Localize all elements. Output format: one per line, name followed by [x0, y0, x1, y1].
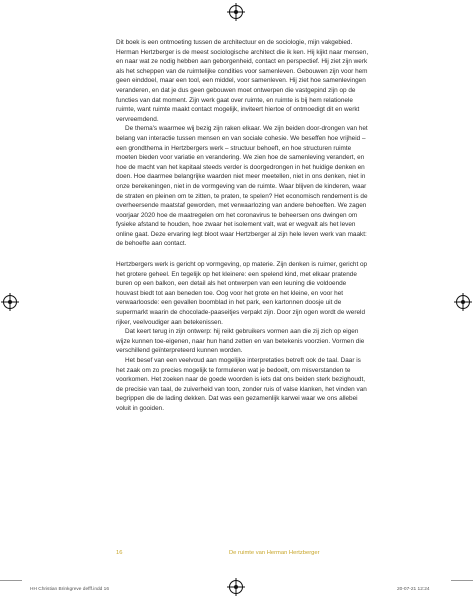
body-text	[116, 38, 369, 414]
paragraph-3: Hertzbergers werk is gericht op vormgeving, op materie. Zijn denken is ruimer, gericht op het grotere geheel. En tegelijk op het kleinere: een spelend kind, met elkaar pratende buren op een balkon, een detail als het ontwerpen van een leuning die voldoende houvast biedt tot aan beneden toe. Oog voor het grote en het kleine, en voor het verwaarloosde: een gevallen boomblad in het park, een kartonnen doosje uit de supermarkt waarin de chocolade-paaseitjes verpakt zijn. Door zijn ogen wordt de wereld rijker, veelvoudiger aan betekenissen.	[116, 261, 368, 326]
trim-line-right	[451, 580, 473, 581]
paragraph-1: Dit boek is een ontmoeting tussen de architectuur en de sociologie, mijn vakgebied. Herman Hertzberger is de meest sociologische architect die ik ken. Hij kijkt naar mensen, en naar wat ze nodig hebben aan geborgenheid, contact en perspectief. Hij ziet zijn werk als het scheppen van de ruimtelijke condities voor samenleven. Gebouwen zijn voor hem geen einddoel, maar een tool, een middel, voor samenleven. Hij ziet hoe samenlevingen veranderen, en dat je dus geen gebouwen moet ontwerpen die vastgepind zijn op de functies van dat moment. Zijn werk gaat over ruimte, en ruimte is bij hem relationele ruimte, want ruimte maakt contact mogelijk, inviteert hiertoe of ontmoedigt dit en werkt vervreemdend.	[116, 39, 369, 123]
registration-mark-top-icon	[229, 5, 243, 19]
slug-file-name: HH Christian Brinkgreve defff.indd 16	[30, 587, 110, 592]
registration-mark-left-icon	[3, 295, 17, 309]
slug-datetime: 20-07-21 12:24	[397, 587, 430, 592]
running-title: De ruimte van Herman Hertzberger	[229, 550, 320, 556]
trim-line-left	[0, 580, 22, 581]
paragraph-spacer	[116, 249, 369, 260]
paragraph-2: De thema's waarmee wij bezig zijn raken elkaar. We zijn beiden door-drongen van het belang van interactie tussen mensen en van sociale cohesie. We beseffen hoe vrijheid – een grondthema in Hertzbergers werk – structuur behoeft, en hoe structuren ruimte moeten bieden voor variatie en verandering. We zien hoe de samenleving verandert, en hoe de macht van het kapitaal steeds verder is doorgedrongen in het huidige denken en doen. Hoe daarmee belangrijke waarden niet meer meetellen, niet in ons denken, niet in onze berekeningen, niet in de vormgeving van de ruimte. Waar blijven de kinderen, waar de straten en pleinen om te zitten, te praten, te spelen? Het economisch rendement is de overheersende maatstaf geworden, met verwaarlozing van andere behoeften. We zagen voorjaar 2020 hoe de maatregelen om het coronavirus te beheersen ons dwingen om fysieke afstand te houden, hoe zwaar het isolement valt, wat er wegvalt als het leven online gaat. Deze ervaring legt bloot waar Hertzberger al zijn hele leven werk van maakt: de behoefte aan contact.	[116, 125, 368, 248]
registration-mark-bottom-icon	[229, 580, 243, 594]
page-number: 16	[116, 550, 123, 556]
registration-mark-right-icon	[456, 295, 470, 309]
paragraph-4: Dat keert terug in zijn ontwerp: hij reikt gebruikers vormen aan die zij zich op eigen wijze kunnen toe-eigenen, naar hun hand zetten en van betekenis voorzien. Vormen die verschillend geïnterpreteerd kunnen worden.	[116, 328, 365, 355]
paragraph-5: Het besef van een veelvoud aan mogelijke interpretaties betreft ook de taal. Daar is het zaak om zo precies mogelijk te formuleren wat je bedoelt, om misverstanden te voorkomen. Het zoeken naar de goede woorden is iets dat ons beiden sterk bezighoudt, de precisie van taal, de zuiverheid van toon, zonder ruis of valse klanken, het vinden van begrippen die de lading dekken. Dat was een gezamenlijk karwei waar we ons allebei voluit in gooiden.	[116, 357, 367, 412]
